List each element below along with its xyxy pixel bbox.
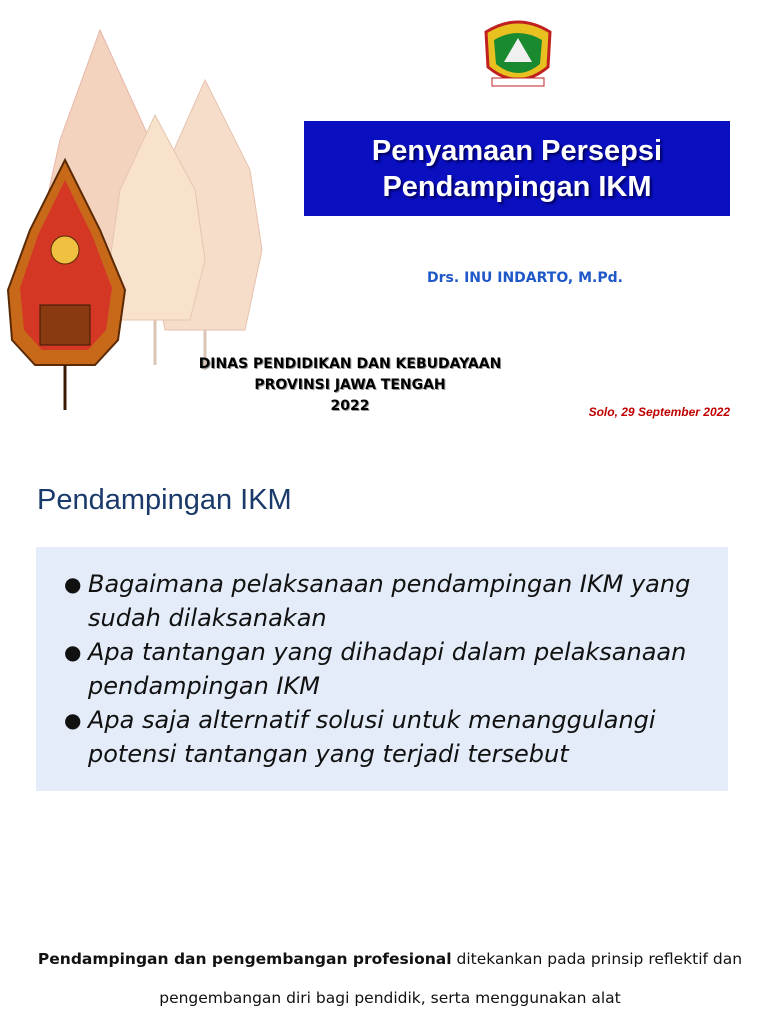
bullet-dot-icon: ● (64, 708, 82, 732)
section-title: Pendampingan IKM (37, 484, 292, 516)
body-paragraph (30, 940, 750, 1018)
author-name: Drs. INU INDARTO, M.Pd. (427, 270, 623, 286)
agency-line-2: PROVINSI JAWA TENGAH (254, 377, 446, 393)
bullet-text: Apa saja alternatif solusi untuk menanggulangi potensi tantangan yang terjadi tersebut (88, 706, 656, 768)
paragraph-bold-lead: Pendampingan dan pengembangan profesional (37, 950, 452, 968)
bullet-text: Bagaimana pelaksanaan pendampingan IKM yang sudah dilaksanakan (88, 570, 691, 632)
bullet-item (64, 567, 704, 635)
bullet-item (64, 703, 704, 771)
jawa-tengah-emblem-icon (478, 12, 558, 96)
agency-block (160, 354, 540, 417)
title-slide (0, 0, 768, 440)
agency-line-1: DINAS PENDIDIKAN DAN KEBUDAYAAN (198, 356, 502, 372)
bullet-list-box (36, 547, 728, 791)
bullet-dot-icon: ● (64, 640, 82, 664)
agency-year: 2022 (330, 398, 370, 414)
title-line-1: Penyamaan Persepsi (371, 134, 663, 167)
title-banner (304, 121, 730, 216)
bullet-text: Apa tantangan yang dihadapi dalam pelaksanaan pendampingan IKM (88, 638, 687, 700)
paragraph-text: ditekankan pada prinsip reflektif dan pengembangan diri bagi pendidik, serta menggunakan alat (159, 950, 743, 1007)
presentation-date: Solo, 29 September 2022 (588, 405, 730, 419)
title-line-2: Pendampingan IKM (382, 170, 652, 203)
bullet-dot-icon: ● (64, 572, 82, 596)
bullet-item (64, 635, 704, 703)
